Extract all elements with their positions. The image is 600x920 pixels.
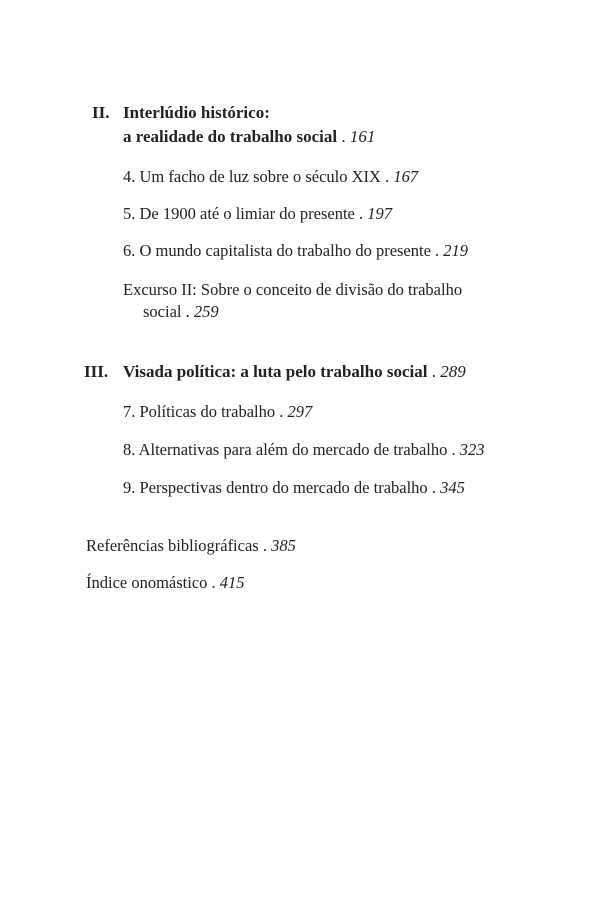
page-number: 415	[219, 573, 245, 592]
page-separator: .	[431, 362, 436, 381]
chapter-title: De 1900 até o limiar do presente	[139, 204, 355, 223]
chapter-number: 8.	[123, 440, 136, 459]
part-title-text: Interlúdio histórico:	[123, 103, 270, 122]
page-separator: .	[451, 440, 456, 459]
excurso-line-2	[123, 301, 462, 323]
part-numeral: II.	[92, 103, 110, 122]
toc-chapter-8	[123, 439, 485, 461]
toc-chapter-6	[123, 240, 468, 262]
toc-references	[86, 535, 296, 557]
chapter-title: Perspectivas dentro do mercado de trabalho	[139, 478, 428, 497]
part-title-line-2	[123, 126, 375, 148]
page-number: 323	[459, 440, 485, 459]
toc-part-iii	[0, 361, 600, 385]
page-number: 197	[367, 204, 392, 223]
excurso-title-end: social	[143, 302, 182, 321]
part-title-text: Visada política: a luta pelo trabalho social	[123, 362, 428, 381]
page-number: 161	[349, 127, 376, 146]
page-number: 345	[440, 478, 465, 497]
toc-chapter-7	[123, 401, 312, 423]
chapter-title: Um facho de luz sobre o século XIX	[139, 167, 381, 186]
page-separator: .	[358, 204, 364, 223]
page-separator: .	[262, 536, 267, 555]
backmatter-title: Referências bibliográficas	[86, 536, 259, 555]
page-number: 289	[440, 362, 466, 381]
toc-chapter-4	[123, 166, 418, 188]
page-separator: .	[279, 402, 284, 421]
page-number: 219	[443, 241, 469, 260]
page-number: 297	[287, 402, 313, 421]
toc-excurso	[123, 279, 462, 323]
toc-chapter-9	[123, 477, 465, 499]
page-number: 259	[193, 302, 219, 321]
toc-chapter-5	[123, 203, 392, 225]
toc-part-ii	[0, 102, 600, 152]
page-number: 167	[393, 167, 419, 186]
part-title-line-1	[123, 361, 466, 383]
chapter-title: Alternativas para além do mercado de trabalho	[138, 440, 448, 459]
chapter-number: 7.	[123, 402, 136, 421]
page-separator: .	[431, 478, 436, 497]
chapter-title: Políticas do trabalho	[139, 402, 276, 421]
page-separator: .	[211, 573, 216, 592]
page-separator: .	[341, 127, 346, 146]
chapter-number: 4.	[123, 167, 136, 186]
chapter-number: 9.	[123, 478, 136, 497]
page-number: 385	[271, 536, 296, 555]
part-numeral: III.	[84, 362, 109, 381]
toc-index	[86, 572, 245, 594]
chapter-title: O mundo capitalista do trabalho do presente	[139, 241, 431, 260]
page-separator: .	[385, 167, 390, 186]
part-title-line-1	[123, 102, 270, 124]
chapter-number: 5.	[123, 204, 136, 223]
backmatter-title: Índice onomástico	[86, 573, 208, 592]
page-separator: .	[185, 302, 190, 321]
excurso-line-1: Excurso II: Sobre o conceito de divisão do trabalho	[123, 280, 463, 299]
part-title-text: a realidade do trabalho social	[123, 127, 338, 146]
page-separator: .	[435, 241, 440, 260]
chapter-number: 6.	[123, 241, 136, 260]
